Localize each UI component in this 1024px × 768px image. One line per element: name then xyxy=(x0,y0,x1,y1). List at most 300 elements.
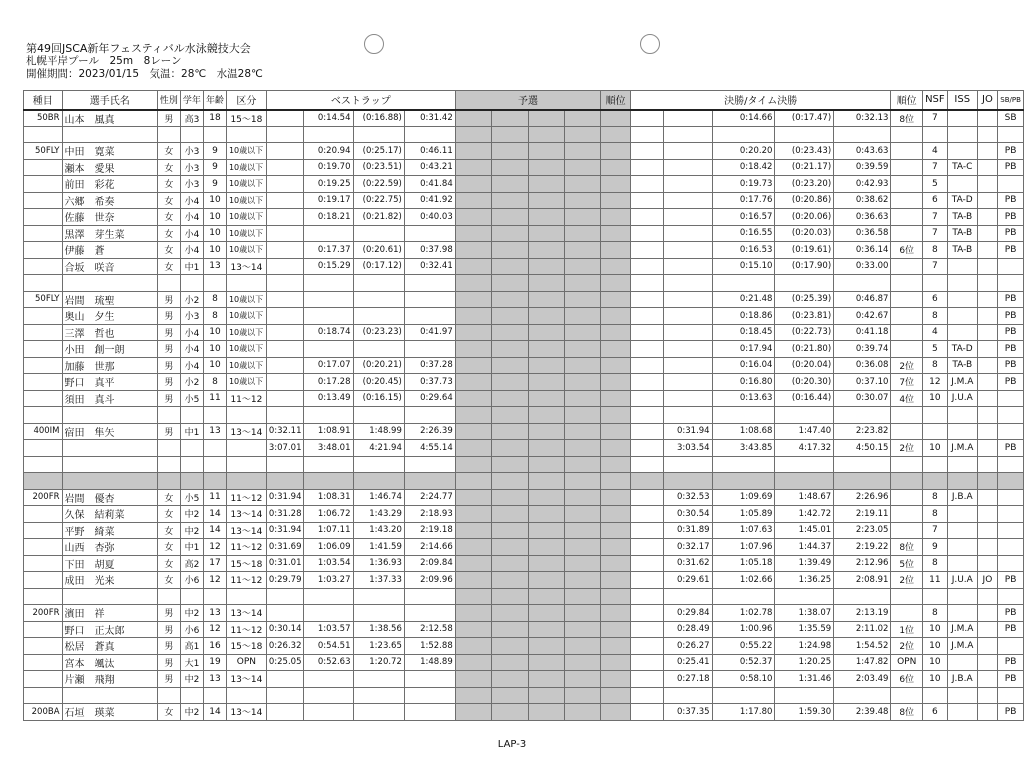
sbpb-cell: PB xyxy=(998,291,1024,308)
best-lap-split-cell xyxy=(266,209,304,226)
event-cell xyxy=(24,440,63,457)
final-spacer-cell xyxy=(630,539,663,556)
empty-cell xyxy=(492,407,528,424)
empty-cell xyxy=(455,687,491,704)
best-lap-split-cell xyxy=(304,341,353,358)
best-lap-split-cell: 0:19.25 xyxy=(304,176,353,193)
final-rank-cell xyxy=(891,605,922,622)
prelim-cell xyxy=(564,423,600,440)
best-lap-split-cell xyxy=(304,704,353,721)
prelim-cell xyxy=(564,341,600,358)
final-split-cell: 0:36.08 xyxy=(834,357,891,374)
sbpb-cell: PB xyxy=(998,605,1024,622)
grade-cell xyxy=(180,440,203,457)
nsf-cell: 7 xyxy=(922,159,947,176)
empty-cell xyxy=(663,588,712,605)
best-lap-split-cell xyxy=(353,308,404,325)
empty-cell xyxy=(304,687,353,704)
event-cell: 50BR xyxy=(24,110,63,127)
final-rank-cell: 2位 xyxy=(891,357,922,374)
jo-cell xyxy=(977,192,998,209)
sex-cell: 男 xyxy=(157,308,180,325)
table-row xyxy=(24,555,1024,572)
final-split-cell: 0:36.63 xyxy=(834,209,891,226)
prelim-cell xyxy=(455,324,491,341)
prelim-cell xyxy=(455,176,491,193)
empty-cell xyxy=(226,588,266,605)
jo-cell xyxy=(977,522,998,539)
final-spacer-cell xyxy=(630,555,663,572)
prelim-cell xyxy=(528,341,564,358)
best-lap-split-cell: 1:06.09 xyxy=(304,539,353,556)
swimmer-name-cell: 瀬本 愛果 xyxy=(62,159,157,176)
empty-cell xyxy=(775,275,834,292)
grade-cell: 中1 xyxy=(180,423,203,440)
age-cell: 12 xyxy=(203,621,226,638)
jo-cell xyxy=(977,423,998,440)
prelim-cell xyxy=(528,654,564,671)
empty-cell xyxy=(663,275,712,292)
final-spacer-cell xyxy=(630,192,663,209)
sex-cell: 男 xyxy=(157,654,180,671)
sbpb-cell xyxy=(998,390,1024,407)
sbpb-cell xyxy=(998,176,1024,193)
best-lap-split-cell xyxy=(304,671,353,688)
empty-cell xyxy=(891,687,922,704)
iss-cell: TA-D xyxy=(947,192,977,209)
final-split-cell: 1:35.59 xyxy=(775,621,834,638)
final-split-cell: 0:21.48 xyxy=(712,291,775,308)
final-split-cell: 0:25.41 xyxy=(663,654,712,671)
empty-cell xyxy=(455,456,491,473)
table-row xyxy=(24,357,1024,374)
empty-cell xyxy=(62,588,157,605)
sex-cell: 女 xyxy=(157,192,180,209)
punch-hole-right xyxy=(640,34,660,54)
prelim-cell xyxy=(528,308,564,325)
table-row xyxy=(24,341,1024,358)
lap-results-table xyxy=(23,90,1024,721)
prelim-cell xyxy=(492,374,528,391)
prelim-cell xyxy=(564,291,600,308)
best-lap-split-cell: 0:32.41 xyxy=(404,258,455,275)
prelim-cell xyxy=(492,423,528,440)
category-cell: 10歳以下 xyxy=(226,159,266,176)
best-lap-split-cell xyxy=(266,605,304,622)
jo-cell: JO xyxy=(977,572,998,589)
event-cell xyxy=(24,671,63,688)
best-lap-split-cell: 1:06.72 xyxy=(304,506,353,523)
final-split-cell: (0:23.43) xyxy=(775,143,834,160)
document-header xyxy=(26,42,263,81)
empty-cell xyxy=(492,275,528,292)
age-cell: 14 xyxy=(203,522,226,539)
prelim-cell xyxy=(492,704,528,721)
prelim-cell xyxy=(455,621,491,638)
empty-cell xyxy=(304,473,353,490)
empty-cell xyxy=(947,126,977,143)
sex-cell: 男 xyxy=(157,638,180,655)
iss-cell xyxy=(947,605,977,622)
empty-cell xyxy=(922,407,947,424)
event-cell xyxy=(24,638,63,655)
final-split-cell: (0:20.30) xyxy=(775,374,834,391)
swimmer-name-cell: 佐藤 世奈 xyxy=(62,209,157,226)
grade-cell: 高3 xyxy=(180,110,203,127)
grade-cell: 中1 xyxy=(180,258,203,275)
nsf-cell: 12 xyxy=(922,374,947,391)
empty-cell xyxy=(492,473,528,490)
nsf-cell: 4 xyxy=(922,143,947,160)
empty-cell xyxy=(62,473,157,490)
best-lap-split-cell: (0:16.88) xyxy=(353,110,404,127)
prelim-cell xyxy=(601,341,631,358)
empty-cell xyxy=(404,473,455,490)
best-lap-split-cell xyxy=(304,605,353,622)
iss-cell xyxy=(947,176,977,193)
best-lap-split-cell xyxy=(404,605,455,622)
best-lap-split-cell xyxy=(266,225,304,242)
empty-cell xyxy=(601,275,631,292)
best-lap-split-cell: 4:55.14 xyxy=(404,440,455,457)
sex-cell: 女 xyxy=(157,143,180,160)
best-lap-split-cell: 0:41.84 xyxy=(404,176,455,193)
empty-cell xyxy=(304,407,353,424)
jo-cell xyxy=(977,242,998,259)
final-split-cell: (0:20.06) xyxy=(775,209,834,226)
final-split-cell xyxy=(663,143,712,160)
final-rank-cell xyxy=(891,209,922,226)
best-lap-split-cell: 1:43.29 xyxy=(353,506,404,523)
final-split-cell: 1:36.25 xyxy=(775,572,834,589)
empty-cell xyxy=(353,687,404,704)
table-row xyxy=(24,176,1024,193)
table-row xyxy=(24,423,1024,440)
empty-cell xyxy=(203,456,226,473)
sbpb-cell: PB xyxy=(998,704,1024,721)
age-cell: 8 xyxy=(203,374,226,391)
grade-cell: 小2 xyxy=(180,291,203,308)
empty-cell xyxy=(601,473,631,490)
final-split-cell xyxy=(663,176,712,193)
age-cell: 10 xyxy=(203,341,226,358)
final-split-cell: 2:26.96 xyxy=(834,489,891,506)
iss-cell: J.B.A xyxy=(947,489,977,506)
prelim-cell xyxy=(564,654,600,671)
final-split-cell: 0:39.59 xyxy=(834,159,891,176)
empty-cell xyxy=(834,588,891,605)
swimmer-name-cell: 宿田 隼矢 xyxy=(62,423,157,440)
final-split-cell: 0:29.61 xyxy=(663,572,712,589)
final-spacer-cell xyxy=(630,242,663,259)
swimmer-name-cell: 加藤 世那 xyxy=(62,357,157,374)
prelim-cell xyxy=(492,555,528,572)
punch-hole-left xyxy=(364,34,384,54)
age-cell: 17 xyxy=(203,555,226,572)
final-split-cell xyxy=(663,324,712,341)
age-cell: 13 xyxy=(203,423,226,440)
grade-cell: 小4 xyxy=(180,341,203,358)
empty-cell xyxy=(891,588,922,605)
empty-cell xyxy=(922,275,947,292)
prelim-cell xyxy=(528,357,564,374)
jo-cell xyxy=(977,539,998,556)
best-lap-split-cell: 0:14.54 xyxy=(304,110,353,127)
prelim-cell xyxy=(601,192,631,209)
jo-cell xyxy=(977,440,998,457)
final-split-cell: (0:17.90) xyxy=(775,258,834,275)
final-split-cell: (0:23.81) xyxy=(775,308,834,325)
prelim-cell xyxy=(601,440,631,457)
nsf-cell: 7 xyxy=(922,225,947,242)
final-split-cell xyxy=(663,110,712,127)
final-split-cell: 1:42.72 xyxy=(775,506,834,523)
empty-cell xyxy=(998,456,1024,473)
final-split-cell: 2:23.05 xyxy=(834,522,891,539)
final-split-cell: 0:30.07 xyxy=(834,390,891,407)
jo-cell xyxy=(977,110,998,127)
empty-cell xyxy=(775,126,834,143)
prelim-cell xyxy=(601,704,631,721)
iss-cell: TA-C xyxy=(947,159,977,176)
grade-cell: 小3 xyxy=(180,176,203,193)
empty-cell xyxy=(712,275,775,292)
iss-cell: TA-B xyxy=(947,357,977,374)
best-lap-split-cell: 0:31.94 xyxy=(266,489,304,506)
table-row xyxy=(24,242,1024,259)
empty-cell xyxy=(663,473,712,490)
prelim-cell xyxy=(564,506,600,523)
category-cell: 13～14 xyxy=(226,258,266,275)
prelim-cell xyxy=(528,539,564,556)
final-split-cell: 1:07.96 xyxy=(712,539,775,556)
table-row xyxy=(24,308,1024,325)
empty-cell xyxy=(203,588,226,605)
final-rank-cell: 6位 xyxy=(891,671,922,688)
final-split-cell: 0:19.73 xyxy=(712,176,775,193)
final-spacer-cell xyxy=(630,209,663,226)
final-split-cell: 4:50.15 xyxy=(834,440,891,457)
empty-cell xyxy=(226,473,266,490)
empty-cell xyxy=(998,473,1024,490)
best-lap-split-cell: 0:43.21 xyxy=(404,159,455,176)
final-rank-cell: 8位 xyxy=(891,110,922,127)
prelim-cell xyxy=(528,324,564,341)
prelim-cell xyxy=(601,506,631,523)
prelim-cell xyxy=(492,671,528,688)
empty-cell xyxy=(775,687,834,704)
empty-cell xyxy=(998,407,1024,424)
grade-cell: 小4 xyxy=(180,209,203,226)
empty-cell xyxy=(353,456,404,473)
best-lap-split-cell: 1:08.31 xyxy=(304,489,353,506)
sbpb-cell: PB xyxy=(998,324,1024,341)
iss-cell: J.M.A xyxy=(947,621,977,638)
prelim-cell xyxy=(455,258,491,275)
final-split-cell: 0:31.94 xyxy=(663,423,712,440)
sbpb-cell: PB xyxy=(998,159,1024,176)
iss-cell: J.B.A xyxy=(947,671,977,688)
best-lap-split-cell: 0:41.92 xyxy=(404,192,455,209)
best-lap-split-cell: 0:17.37 xyxy=(304,242,353,259)
prelim-cell xyxy=(455,143,491,160)
best-lap-split-cell: 0:31.01 xyxy=(266,555,304,572)
final-split-cell xyxy=(663,291,712,308)
best-lap-split-cell: 0:37.28 xyxy=(404,357,455,374)
event-cell xyxy=(24,390,63,407)
prelim-cell xyxy=(455,489,491,506)
best-lap-split-cell xyxy=(266,291,304,308)
best-lap-split-cell: 0:31.94 xyxy=(266,522,304,539)
nsf-cell: 8 xyxy=(922,489,947,506)
final-split-cell: 0:30.54 xyxy=(663,506,712,523)
swimmer-name-cell: 中田 寛菜 xyxy=(62,143,157,160)
sex-cell: 男 xyxy=(157,671,180,688)
final-split-cell: 0:43.63 xyxy=(834,143,891,160)
swimmer-name-cell: 濱田 祥 xyxy=(62,605,157,622)
category-cell: 11～12 xyxy=(226,539,266,556)
table-row xyxy=(24,192,1024,209)
best-lap-split-cell xyxy=(266,242,304,259)
prelim-cell xyxy=(564,638,600,655)
empty-cell xyxy=(712,126,775,143)
best-lap-split-cell: (0:20.21) xyxy=(353,357,404,374)
best-lap-split-cell xyxy=(266,308,304,325)
prelim-cell xyxy=(528,176,564,193)
col-prelim: 予選 xyxy=(455,91,601,110)
empty-cell xyxy=(775,473,834,490)
final-split-cell: 2:12.96 xyxy=(834,555,891,572)
prelim-cell xyxy=(492,605,528,622)
empty-cell xyxy=(775,407,834,424)
jo-cell xyxy=(977,357,998,374)
final-rank-cell xyxy=(891,489,922,506)
sbpb-cell: PB xyxy=(998,654,1024,671)
prelim-cell xyxy=(601,110,631,127)
table-row xyxy=(24,209,1024,226)
empty-cell xyxy=(455,588,491,605)
empty-cell xyxy=(528,275,564,292)
empty-cell xyxy=(834,456,891,473)
prelim-cell xyxy=(601,291,631,308)
col-best-lap: ベストラップ xyxy=(266,91,455,110)
prelim-cell xyxy=(564,357,600,374)
best-lap-split-cell: 3:07.01 xyxy=(266,440,304,457)
empty-cell xyxy=(528,456,564,473)
category-cell: 10歳以下 xyxy=(226,308,266,325)
final-split-cell: 0:17.94 xyxy=(712,341,775,358)
empty-cell xyxy=(266,407,304,424)
grade-cell: 中1 xyxy=(180,539,203,556)
empty-cell xyxy=(492,687,528,704)
best-lap-split-cell xyxy=(266,324,304,341)
prelim-cell xyxy=(564,704,600,721)
blank-row xyxy=(24,407,1024,424)
prelim-cell xyxy=(601,159,631,176)
prelim-cell xyxy=(455,605,491,622)
event-cell xyxy=(24,341,63,358)
swimmer-name-cell: 合坂 咲音 xyxy=(62,258,157,275)
best-lap-split-cell xyxy=(266,671,304,688)
empty-cell xyxy=(998,126,1024,143)
final-rank-cell: 7位 xyxy=(891,374,922,391)
prelim-cell xyxy=(564,522,600,539)
col-grade: 学年 xyxy=(180,91,203,110)
sbpb-cell xyxy=(998,489,1024,506)
best-lap-split-cell: 1:46.74 xyxy=(353,489,404,506)
prelim-cell xyxy=(455,225,491,242)
empty-cell xyxy=(226,275,266,292)
iss-cell xyxy=(947,522,977,539)
prelim-cell xyxy=(528,159,564,176)
final-spacer-cell xyxy=(630,291,663,308)
nsf-cell: 4 xyxy=(922,324,947,341)
empty-cell xyxy=(891,407,922,424)
category-cell: 15～18 xyxy=(226,110,266,127)
best-lap-split-cell: 1:37.33 xyxy=(353,572,404,589)
event-cell xyxy=(24,654,63,671)
event-cell xyxy=(24,258,63,275)
nsf-cell: 10 xyxy=(922,621,947,638)
prelim-cell xyxy=(601,423,631,440)
final-split-cell: (0:23.20) xyxy=(775,176,834,193)
empty-cell xyxy=(404,275,455,292)
prelim-cell xyxy=(601,572,631,589)
best-lap-split-cell xyxy=(404,341,455,358)
category-cell: 13～14 xyxy=(226,605,266,622)
prelim-cell xyxy=(601,242,631,259)
grade-cell: 高1 xyxy=(180,638,203,655)
nsf-cell: 7 xyxy=(922,522,947,539)
prelim-cell xyxy=(455,555,491,572)
best-lap-split-cell: 1:52.88 xyxy=(404,638,455,655)
empty-cell xyxy=(630,687,663,704)
category-cell: 13～14 xyxy=(226,506,266,523)
age-cell: 10 xyxy=(203,225,226,242)
jo-cell xyxy=(977,143,998,160)
empty-cell xyxy=(564,456,600,473)
sbpb-cell: PB xyxy=(998,357,1024,374)
prelim-cell xyxy=(528,374,564,391)
sex-cell: 女 xyxy=(157,176,180,193)
grade-cell: 中2 xyxy=(180,506,203,523)
sex-cell: 男 xyxy=(157,621,180,638)
final-split-cell: 0:18.86 xyxy=(712,308,775,325)
col-event: 種目 xyxy=(24,91,63,110)
empty-cell xyxy=(24,275,63,292)
final-split-cell: 0:31.62 xyxy=(663,555,712,572)
final-split-cell xyxy=(663,258,712,275)
final-split-cell: (0:21.80) xyxy=(775,341,834,358)
final-spacer-cell xyxy=(630,489,663,506)
empty-cell xyxy=(663,456,712,473)
empty-cell xyxy=(564,407,600,424)
prelim-cell xyxy=(528,440,564,457)
empty-cell xyxy=(226,456,266,473)
nsf-cell: 11 xyxy=(922,572,947,589)
final-rank-cell xyxy=(891,341,922,358)
iss-cell: J.M.A xyxy=(947,374,977,391)
best-lap-split-cell: 0:40.03 xyxy=(404,209,455,226)
table-row xyxy=(24,489,1024,506)
empty-cell xyxy=(62,407,157,424)
empty-cell xyxy=(834,407,891,424)
prelim-cell xyxy=(601,308,631,325)
final-split-cell: 1:48.67 xyxy=(775,489,834,506)
prelim-cell xyxy=(601,374,631,391)
category-cell: 11～12 xyxy=(226,489,266,506)
jo-cell xyxy=(977,225,998,242)
